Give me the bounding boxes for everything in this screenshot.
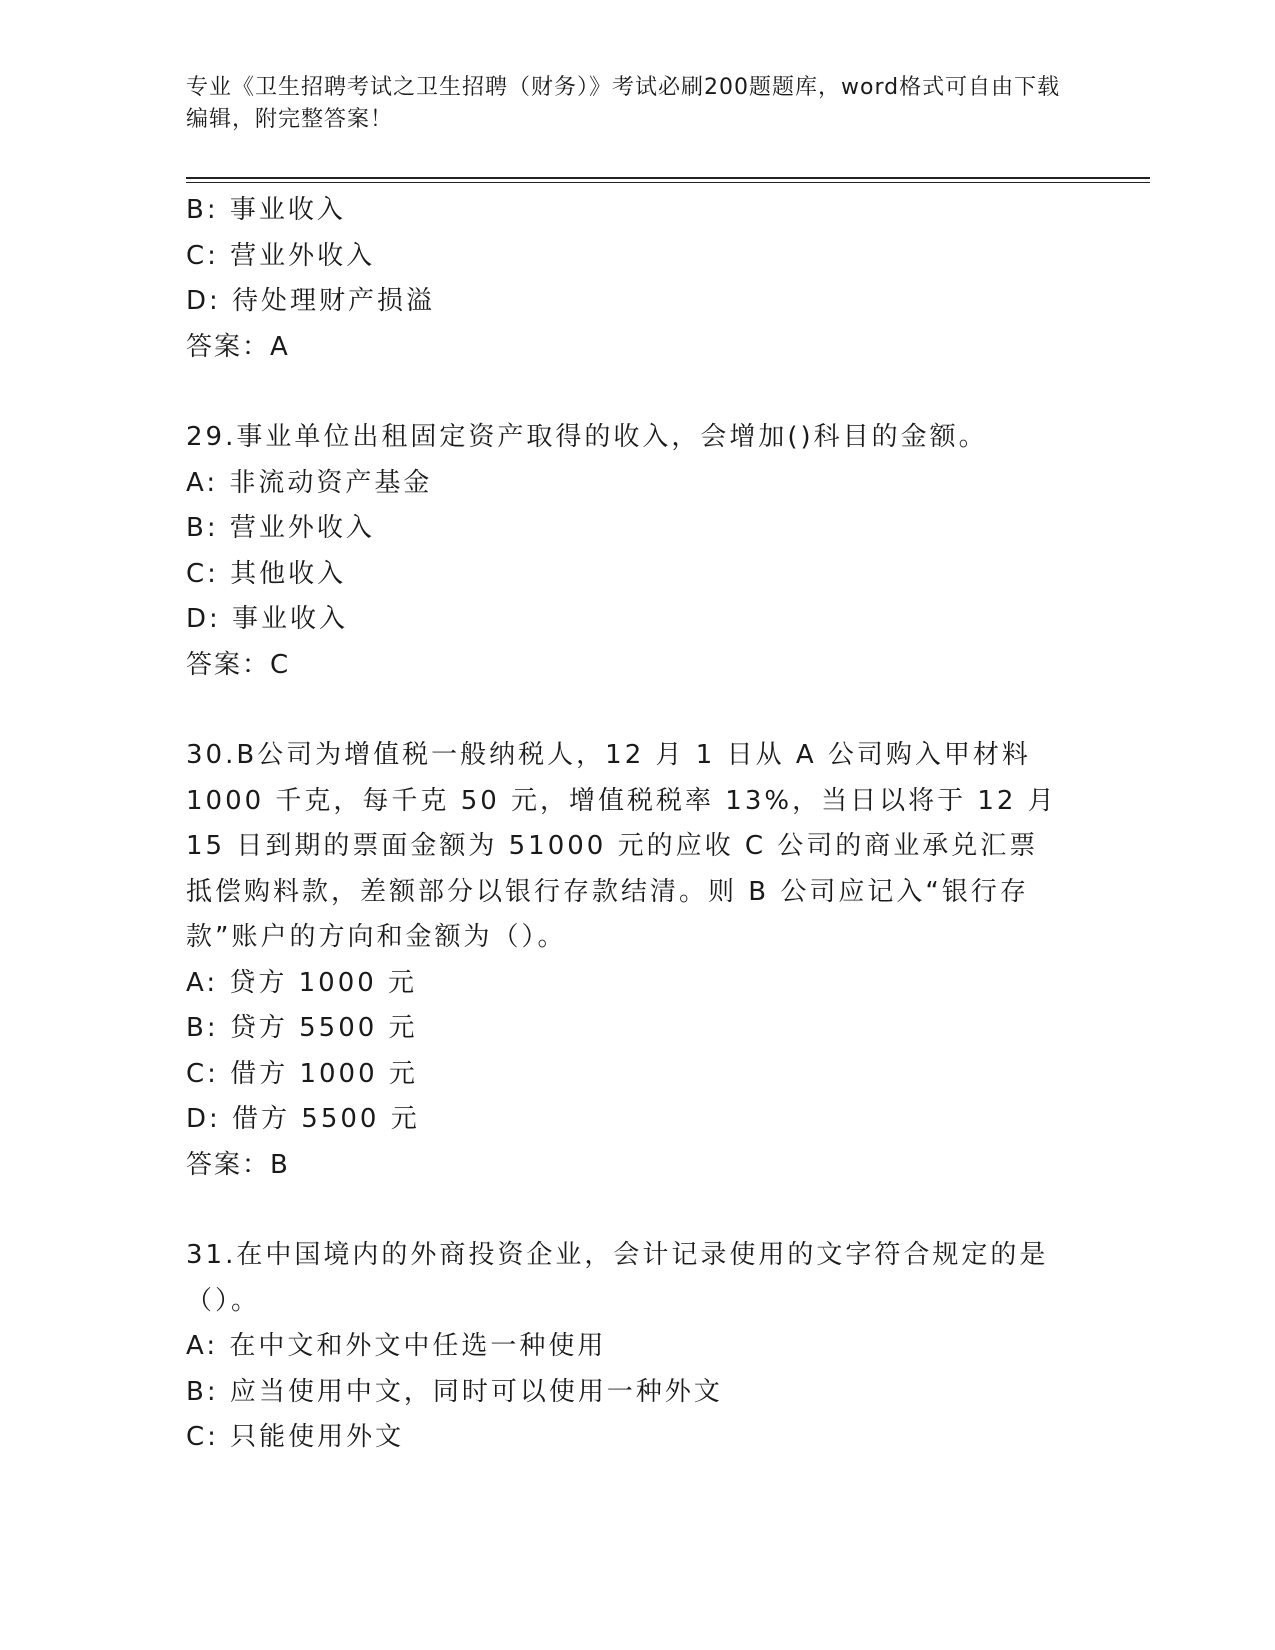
document-header: 专业《卫生招聘考试之卫生招聘（财务）》考试必刷200题题库，word格式可自由下载编辑，附完整答案！ bbox=[186, 75, 1061, 132]
option-a: A: 在中文和外文中任选一种使用 bbox=[186, 1331, 607, 1361]
option-c: C: 只能使用外文 bbox=[186, 1422, 405, 1452]
answer: 答案：B bbox=[186, 1149, 290, 1180]
option-c: C: 借方 1000 元 bbox=[186, 1058, 418, 1089]
option-a: A: 贷方 1000 元 bbox=[186, 967, 418, 998]
option-d: D: 借方 5500 元 bbox=[186, 1104, 420, 1134]
option-b: B: 事业收入 bbox=[186, 195, 346, 225]
header-rule-thin bbox=[186, 182, 1150, 183]
option-b: B: 营业外收入 bbox=[186, 513, 375, 543]
option-b: B: 应当使用中文，同时可以使用一种外文 bbox=[186, 1376, 723, 1407]
answer: 答案：C bbox=[186, 649, 291, 680]
option-c: C: 其他收入 bbox=[186, 558, 347, 589]
question-stem: 29.事业单位出租固定资产取得的收入，会增加()科目的金额。 bbox=[186, 422, 988, 452]
question-31 bbox=[186, 1233, 1066, 1461]
question-list bbox=[186, 188, 1066, 1461]
question-30 bbox=[186, 733, 1066, 1188]
question-stem: 30.B公司为增值税一般纳税人，12 月 1 日从 A 公司购入甲材料 1000 千克，每千克 50 元，增值税税率 13%，当日以将于 12 月 15 日到期的票面金额为 51000 元的应收 C 公司的商业承兑汇票抵偿购料款，差额部分以银行存款结清。则 B 公司应记入“银行存款”账户的方向和金额为（）。 bbox=[186, 740, 1057, 952]
option-b: B: 贷方 5500 元 bbox=[186, 1013, 418, 1043]
question-29 bbox=[186, 415, 1066, 688]
option-c: C: 营业外收入 bbox=[186, 240, 376, 271]
option-a: A: 非流动资产基金 bbox=[186, 467, 433, 498]
answer: 答案：A bbox=[186, 331, 290, 362]
question-28-continued bbox=[186, 188, 1066, 370]
option-d: D: 待处理财产损溢 bbox=[186, 286, 436, 316]
question-stem: 31.在中国境内的外商投资企业，会计记录使用的文字符合规定的是（）。 bbox=[186, 1240, 1049, 1316]
header-rule-thick bbox=[186, 177, 1150, 179]
option-d: D: 事业收入 bbox=[186, 604, 349, 634]
